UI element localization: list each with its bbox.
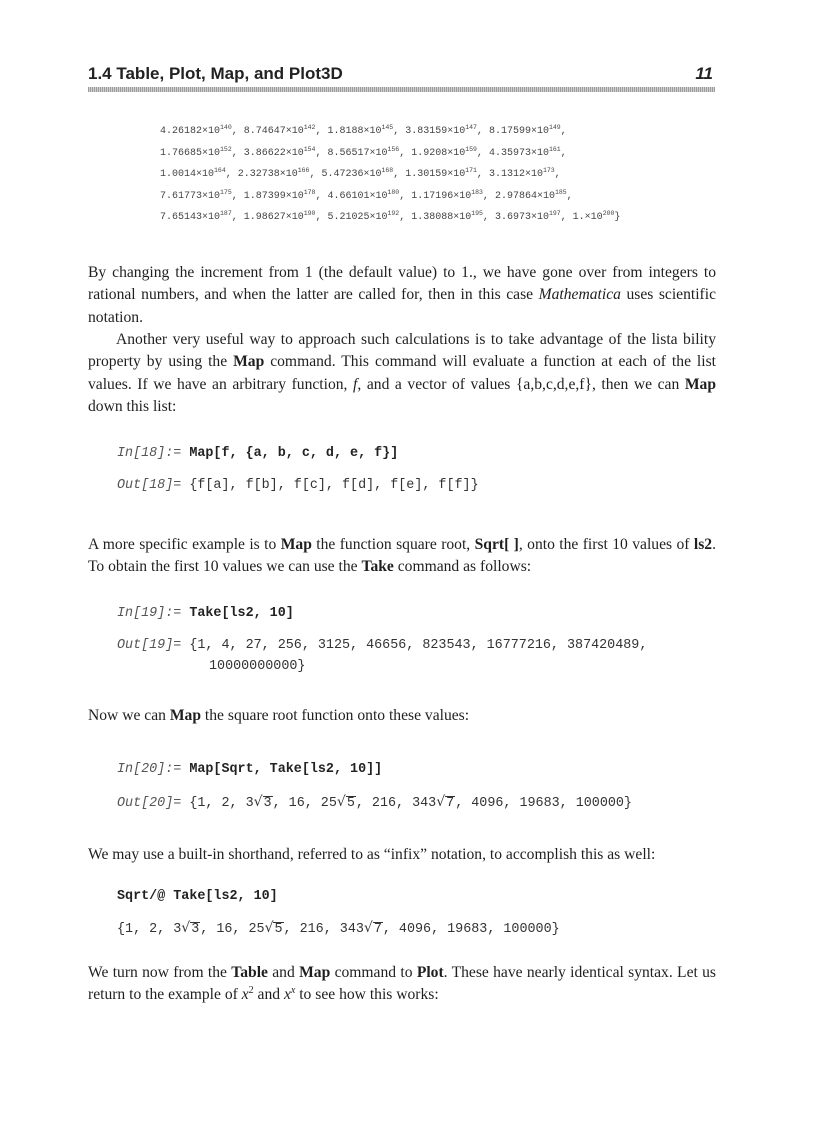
- sqrt-symbol: √5: [264, 920, 283, 937]
- paragraph-sqrt-example: A more specific example is to Map the function square root, Sqrt[ ], onto the first 10 values of ls2. To obtain the first 10 values we can use the Take command as follows:: [88, 536, 716, 576]
- exponent: 149: [548, 124, 561, 131]
- input-prompt: In[19]:=: [117, 606, 190, 621]
- exponent: 190: [303, 210, 316, 217]
- sqrt-symbol: √3: [181, 920, 200, 937]
- paragraph-plot-intro: We turn now from the Table and Map command to Plot. These have nearly identical syntax. Let us return to the example of $x^2$ and $x^x$ to see how this works:: [88, 964, 716, 1004]
- mantissa: 7.61773×10: [160, 190, 221, 202]
- exponent: 166: [297, 167, 310, 174]
- running-header: [88, 64, 715, 88]
- mantissa: 2.32738×10: [237, 169, 298, 180]
- output-part: , 4096, 19683, 100000}: [382, 922, 560, 937]
- exponent: 195: [471, 210, 483, 217]
- mantissa: 1.98627×10: [243, 212, 304, 223]
- exponent: 168: [381, 167, 394, 174]
- exponent: 156: [387, 145, 400, 153]
- code-in-infix: [117, 889, 278, 904]
- code-in-19: [117, 606, 294, 621]
- mantissa: 3.6973×10: [494, 212, 549, 223]
- mantissa: 8.74647×10: [243, 126, 304, 137]
- code-out-18: [117, 478, 479, 493]
- output-part: , 216, 343: [283, 922, 364, 937]
- sqrt-symbol: √3: [253, 794, 272, 811]
- radicand: 3: [191, 922, 200, 937]
- mantissa: 1.87399×10: [243, 190, 304, 202]
- output-prompt: Out[18]=: [117, 478, 190, 493]
- page-number: 11: [695, 64, 713, 83]
- mantissa: 3.86622×10: [243, 147, 304, 159]
- mantissa: 1.30159×10: [405, 169, 466, 180]
- output-part: {1, 2, 3: [189, 796, 254, 811]
- input-expression: Sqrt/@ Take[ls2, 10]: [117, 889, 278, 904]
- exponent: 171: [465, 167, 477, 174]
- output-part: , 216, 343: [355, 796, 437, 811]
- section-title: 1.4 Table, Plot, Map, and Plot3D: [88, 64, 343, 83]
- radicand: 3: [263, 796, 272, 811]
- radicand: 5: [346, 796, 355, 811]
- exponent: 187: [220, 210, 232, 217]
- mantissa: 1.0014×10: [160, 169, 215, 180]
- output-expression: {f[a], f[b], f[c], f[d], f[e], f[f]}: [189, 478, 479, 493]
- exponent: 145: [381, 124, 394, 131]
- paragraph-infix: We may use a built-in shorthand, referred to as “infix” notation, to accomplish this as well:: [88, 846, 656, 863]
- radicand: 7: [446, 796, 455, 811]
- input-prompt: In[18]:=: [117, 446, 190, 461]
- input-expression: Map[f, {a, b, c, d, e, f}]: [189, 446, 399, 461]
- sqrt-symbol: √7: [436, 794, 455, 811]
- code-in-18: [117, 446, 398, 461]
- mantissa: 3.83159×10: [405, 126, 466, 137]
- output-part: {1, 2, 3: [117, 922, 182, 937]
- exponent: 185: [554, 188, 567, 196]
- mantissa: 8.17599×10: [488, 126, 549, 137]
- exponent: 152: [220, 145, 232, 153]
- exponent: 175: [220, 188, 232, 196]
- code-out-20: [117, 794, 632, 811]
- output-part: , 4096, 19683, 100000}: [455, 796, 632, 811]
- exponent: 200: [602, 210, 615, 217]
- code-out-19: [117, 638, 647, 653]
- output-part: , 16, 25: [272, 796, 337, 811]
- exponent: 192: [387, 210, 400, 217]
- exponent: 140: [220, 124, 232, 131]
- mantissa: 1.9208×10: [411, 147, 466, 159]
- mantissa: 1.8188×10: [327, 126, 382, 137]
- input-prompt: In[20]:=: [117, 762, 190, 777]
- output-expression: {1, 4, 27, 256, 3125, 46656, 823543, 16777216, 387420489,: [189, 638, 648, 653]
- mantissa: 5.21025×10: [327, 212, 388, 223]
- input-expression: Take[ls2, 10]: [189, 606, 294, 621]
- numeric-output-block: [160, 121, 720, 229]
- exponent: 142: [303, 124, 316, 131]
- output-line: $1.0014\times 10^{164}$, $2.32738\times 10^{166}$, $5.47236\times 10^{168}$, $1.30159\times 10^{171}$, $3.1312\times 10^{173}$,: [160, 167, 561, 180]
- code-in-20: [117, 762, 382, 777]
- sqrt-symbol: √5: [336, 794, 355, 811]
- input-expression: Map[Sqrt, Take[ls2, 10]]: [189, 762, 383, 777]
- output-line: $7.65143\times 10^{187}$, $1.98627\times 10^{190}$, $5.21025\times 10^{192}$, $1.38088\times 10^{195}$, $3.6973\times 10^{197}$, $1.\times 10^{200}$}: [160, 210, 621, 223]
- mantissa: 7.65143×10: [160, 212, 221, 223]
- mantissa: 2.97864×10: [494, 190, 555, 202]
- header-rule: [88, 87, 715, 92]
- exponent: 147: [465, 124, 477, 131]
- mantissa: 3.1312×10: [488, 169, 543, 180]
- exponent: 178: [303, 188, 316, 196]
- code-out-infix: [117, 920, 560, 937]
- mantissa: 4.26182×10: [160, 126, 221, 137]
- output-line: $1.76685\times 10^{152}$, $3.86622\times 10^{154}$, $8.56517\times 10^{156}$, $1.9208\times 10^{159}$, $4.35973\times 10^{161}$,: [160, 145, 567, 159]
- exponent: 197: [548, 210, 561, 217]
- exponent: 180: [387, 188, 400, 196]
- sqrt-symbol: √7: [363, 920, 382, 937]
- exponent: 173: [542, 167, 555, 174]
- mantissa: 8.56517×10: [327, 147, 388, 159]
- output-line: $4.26182\times 10^{140}$, $8.74647\times 10^{142}$, $1.8188\times 10^{145}$, $3.83159\times 10^{147}$, $8.17599\times 10^{149}$,: [160, 124, 567, 137]
- code-out-19-continuation: 10000000000}: [209, 659, 306, 674]
- radicand: 5: [274, 922, 283, 937]
- output-prompt: Out[19]=: [117, 638, 190, 653]
- paragraph-map-intro: Another very useful way to approach such calculations is to take advantage of the lista bility property by using the Map command. This command will evaluate a function at each of the list values. If we have an arbitrary function, f, and a vector of values {a,b,c,d,e,f}, then we can Map down this list:: [88, 331, 717, 415]
- mantissa: 1.17196×10: [411, 190, 472, 202]
- mantissa: 4.66101×10: [327, 190, 388, 202]
- exponent: 159: [465, 145, 477, 153]
- output-prompt: Out[20]=: [117, 796, 190, 811]
- mantissa: 1.76685×10: [160, 147, 221, 159]
- mantissa: 1.×10: [572, 212, 603, 223]
- paragraph-increment: By changing the increment from 1 (the default value) to 1., we have gone over from integers to rational numbers, and when the latter are called for, then in this case Mathematica uses scientific notation.: [88, 264, 717, 326]
- mantissa: 4.35973×10: [488, 147, 549, 159]
- mantissa: 5.47236×10: [321, 169, 382, 180]
- exponent: 183: [471, 188, 483, 196]
- output-line: $7.61773\times 10^{175}$, $1.87399\times 10^{178}$, $4.66101\times 10^{180}$, $1.17196\times 10^{183}$, $2.97864\times 10^{185}$,: [160, 188, 573, 202]
- radicand: 7: [373, 922, 382, 937]
- output-part: , 16, 25: [200, 922, 265, 937]
- paragraph-map-sqrt: Now we can Map the square root function onto these values:: [88, 707, 470, 724]
- exponent: 164: [214, 167, 226, 174]
- mantissa: 1.38088×10: [411, 212, 472, 223]
- exponent: 161: [548, 145, 561, 153]
- exponent: 154: [303, 145, 316, 153]
